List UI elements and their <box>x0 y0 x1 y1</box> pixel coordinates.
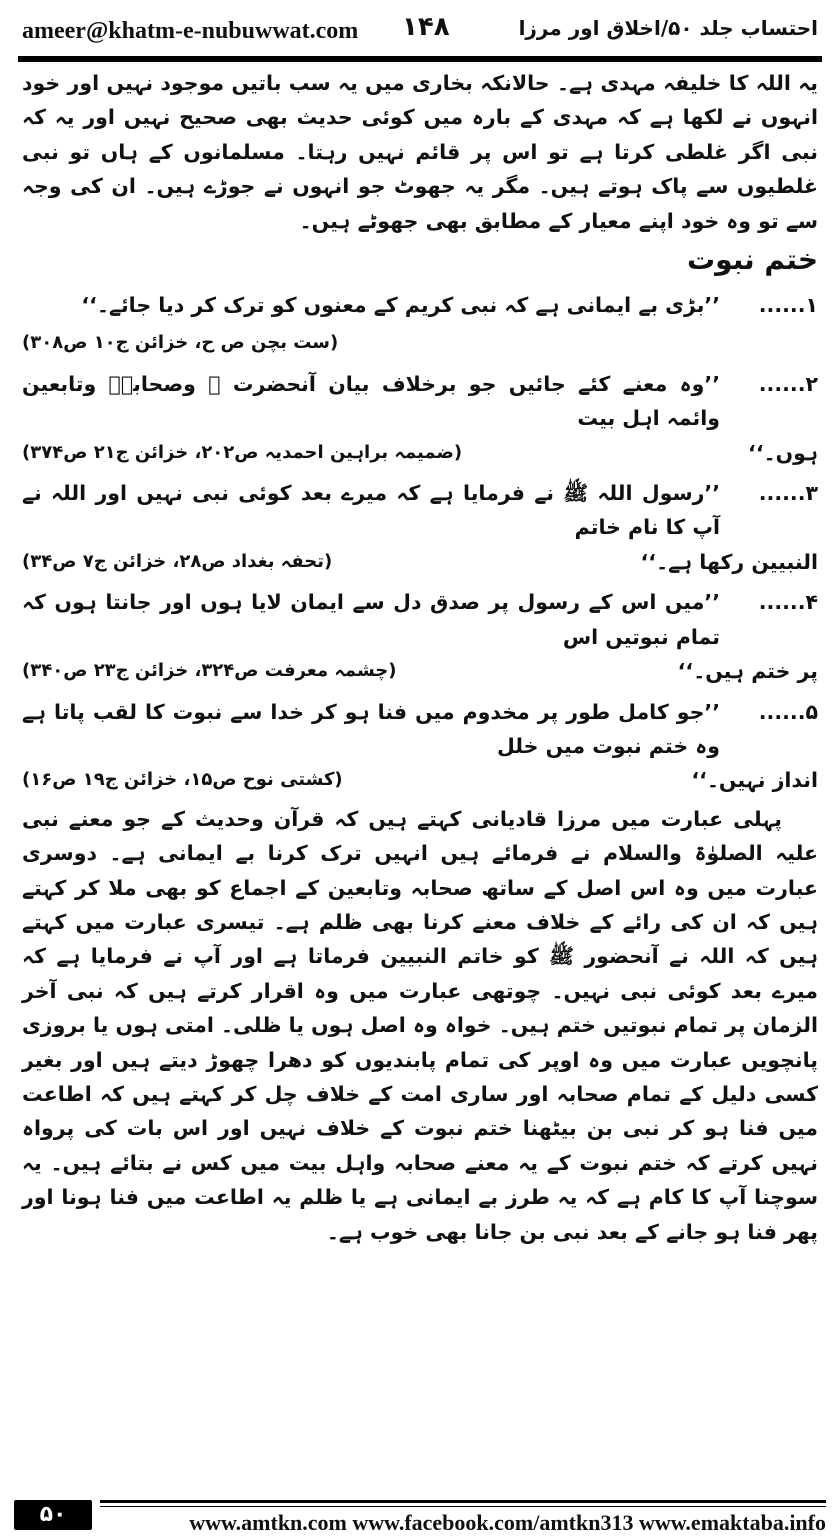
header-email: ameer@khatm-e-nubuwwat.com <box>22 18 359 44</box>
quote-text: ’’رسول اللہ ﷺ نے فرمایا ہے کہ میرے بعد کوئی نبی نہیں اور اللہ نے آپ کا نام خاتم <box>22 481 720 540</box>
quote-reference: (تحفہ بغداد ص۲۸، خزائن ج۷ ص۳۴) <box>22 550 333 572</box>
quote-number: ۴...... <box>758 590 818 615</box>
commentary-paragraph: پہلی عبارت میں مرزا قادیانی کہتے ہیں کہ قرآن وحدیث کے جو معنے نبی علیہ الصلوٰۃ والسلام نے فرمائے ہیں انہیں ترک کرنا بے ایمانی ہے۔ دوسری عبارت میں وہ اس اصل کے ساتھ صحابہ وتابعین کے اجماع کو بھی ملا کر کہتے ہیں کہ ان کی رائے کے خلاف معنے کرنا بھی ظلم ہے۔ تیسری عبارت میں کہتے ہیں کہ اللہ نے آنحضور ﷺ کو خاتم النبیین فرماتا ہے اور آپ نے فرمایا ہے کہ میرے بعد کوئی نبی نہیں۔ چوتھی عبارت میں وہ اقرار کرتے ہیں کہ نبی آخر الزمان پر تمام نبوتیں ختم ہیں۔ خواہ وہ اصل ہوں یا ظلی۔ امتی ہوں یا بروزی پانچویں عبارت میں وہ اوپر کی تمام پابندیوں کو دھرا چھوڑ دیتے ہیں اور بغیر کسی دلیل کے تمام صحابہ اور ساری امت کے خلاف چل کر کہتے ہیں کہ اطاعت میں فنا ہو کر نبی بن بیٹھنا ختم نبوت کے خلاف نہیں اور اس بات کی پرواہ نہیں کرتے کہ ختم نبوت کے یہ معنے صحابہ واہل بیت میں کس نے بتائے ہیں۔ یہ سوچنا آپ کا کام ہے کہ یہ طرز بے ایمانی ہے یا ظلم یہ اطاعت میں فنا ہونا اور پھر فنا ہو جانے کے بعد نبی بن جانا بھی خوب ہے۔ <box>22 806 818 1244</box>
quote-item-5 <box>22 695 818 798</box>
quote-number: ۳...... <box>758 481 818 506</box>
quote-continuation: النبیین رکھا ہے۔‘‘ <box>640 549 818 574</box>
footer-links[interactable]: www.amtkn.com www.facebook.com/amtkn313 www.emaktaba.info <box>189 1510 826 1535</box>
quote-continuation: انداز نہیں۔‘‘ <box>691 768 818 793</box>
page-footer <box>0 1490 840 1540</box>
quote-text: ’’میں اس کے رسول پر صدق دل سے ایمان لایا ہوں اور جانتا ہوں کہ تمام نبوتیں اس <box>22 590 720 649</box>
quote-item-2 <box>22 367 818 470</box>
section-heading: ختم نبوت <box>687 243 818 277</box>
header-title: احتساب جلد ۵۰/اخلاق اور مرزا <box>518 16 818 40</box>
footer-rule-thin <box>100 1506 826 1507</box>
quote-text: ’’بڑی بے ایمانی ہے کہ نبی کریم کے معنوں کو ترک کر دیا جائے۔‘‘ <box>81 293 720 318</box>
quote-reference: (ست بچن ص ح، خزائن ج۱۰ ص۳۰۸) <box>22 332 339 354</box>
quote-text: ’’وہ معنے کئے جائیں جو برخلاف بیان آنحضرت ﷺ وصحابہؓ وتابعین وائمہ اہل بیت <box>22 371 720 431</box>
quote-text: ’’جو کامل طور پر مخدوم میں فنا ہو کر خدا سے نبوت کا لقب پاتا ہے وہ ختم نبوت میں خلل <box>22 699 720 758</box>
header-page-number: ۱۴۸ <box>402 12 450 42</box>
intro-paragraph: یہ اللہ کا خلیفہ مہدی ہے۔ حالانکہ بخاری میں یہ سب باتیں موجود نہیں اور خود انہوں نے لکھا ہے کہ مہدی کے بارہ میں کوئی حدیث بھی صحیح نہیں اور یہ کہ نبی اگر غلطی کرتا ہے تو اس پر قائم نہیں رہتا۔ مسلمانوں کے ہاں تو نبی غلطیوں سے پاک ہوتے ہیں۔ مگر یہ جھوٹ جو انہوں نے جوڑے ہیں۔ ان کی وجہ سے تو وہ خود اپنے معیار کے مطابق بھی جھوٹے ہیں۔ <box>22 71 818 233</box>
quote-number: ۲...... <box>758 371 818 396</box>
body-text <box>22 66 818 1249</box>
quote-item-4 <box>22 585 818 688</box>
quote-item-1 <box>22 288 818 361</box>
quote-number: ۱...... <box>758 293 818 318</box>
quote-item-3 <box>22 476 818 579</box>
footer-rule <box>100 1500 826 1503</box>
footer-page-badge: ۵۰ <box>14 1500 92 1530</box>
page-header <box>22 10 818 56</box>
quote-reference: (کشتی نوح ص۱۵، خزائن ج۱۹ ص۱۶) <box>22 769 343 791</box>
header-rule <box>18 56 822 62</box>
quote-continuation: ہوں۔‘‘ <box>748 440 818 465</box>
quote-number: ۵...... <box>758 699 818 724</box>
quote-continuation: پر ختم ہیں۔‘‘ <box>677 659 818 684</box>
quote-reference: (ضمیمہ براہین احمدیہ ص۲۰۲، خزائن ج۲۱ ص۳۷۴) <box>22 441 463 463</box>
quote-reference: (چشمہ معرفت ص۳۲۴، خزائن ج۲۳ ص۳۴۰) <box>22 660 397 682</box>
